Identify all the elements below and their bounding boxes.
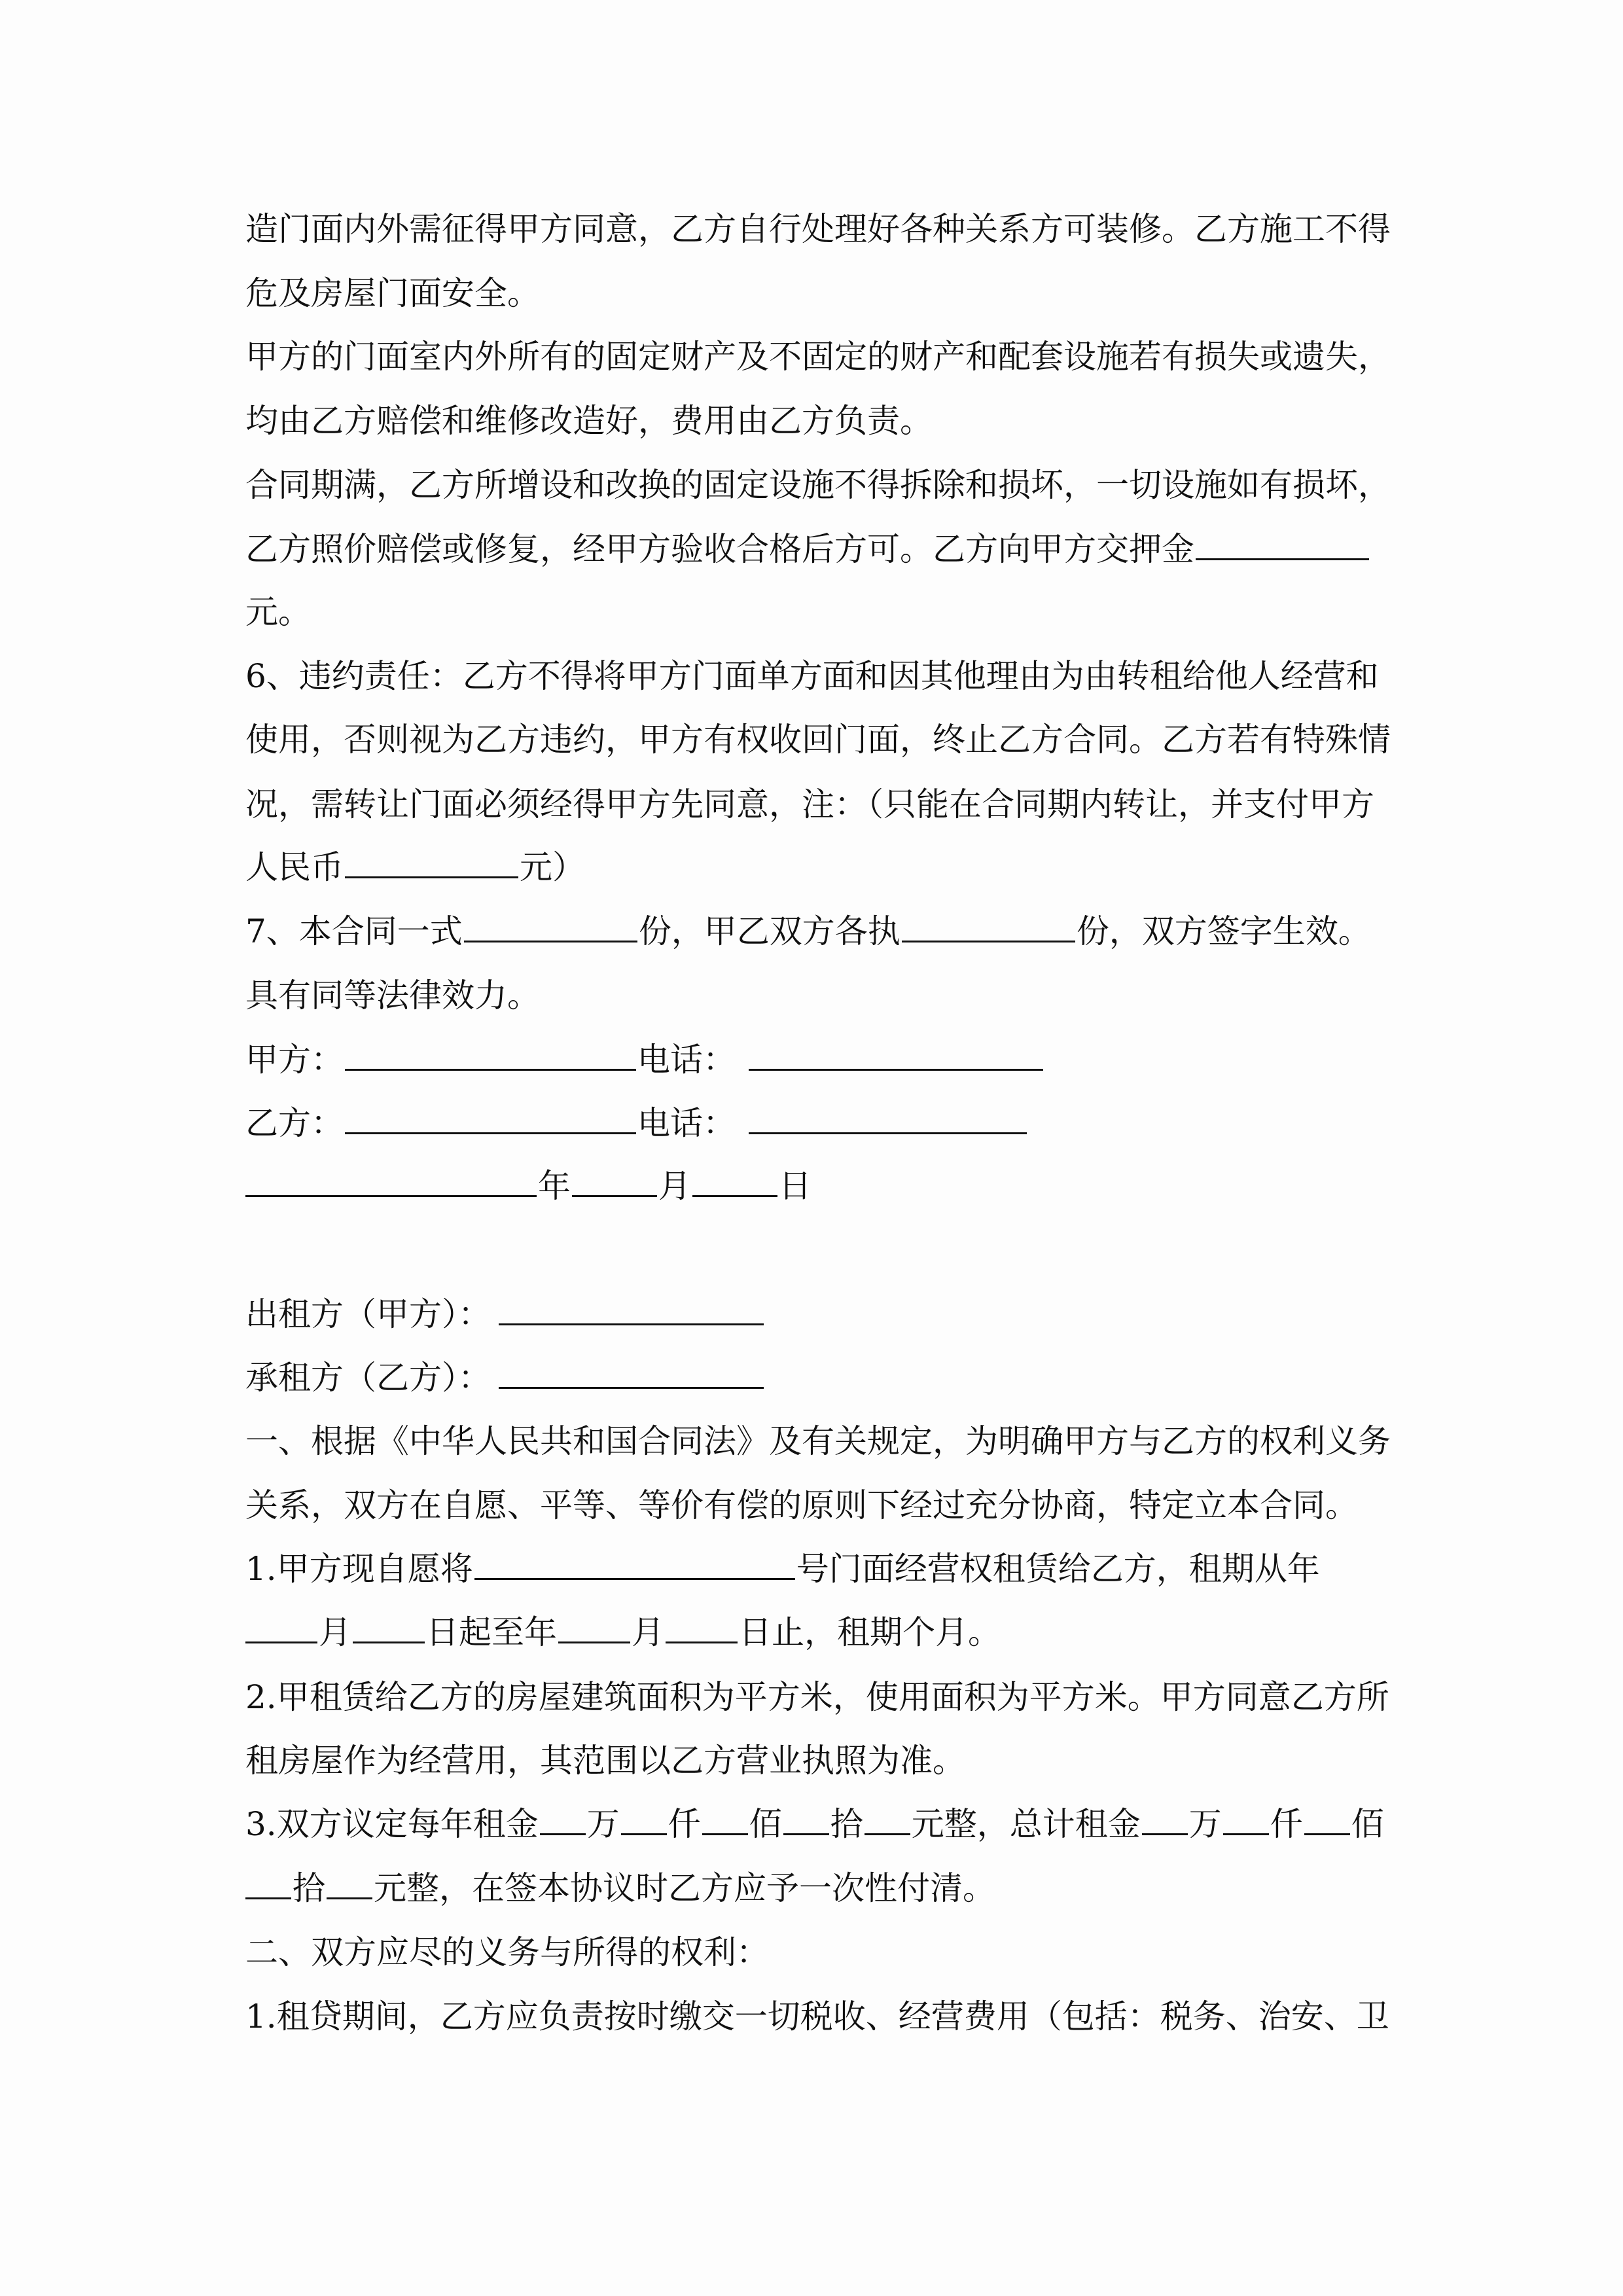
text-line: 危及房屋门面安全。 [245,274,540,312]
section-2-item-1: 1.租贷期间，乙方应负责按时缴交一切税收、经营费用（包括：税务、治安、卫 [245,1998,1389,2036]
item-2-line: 租房屋作为经营用，其范围以乙方营业执照为准。 [245,1742,965,1780]
item-2-line: 2.甲租赁给乙方的房屋建筑面积为平方米，使用面积为平方米。甲方同意乙方所 [245,1678,1389,1716]
clause-6-tail [245,848,585,887]
party-b-name-blank[interactable] [345,1103,636,1134]
clause-7-line [245,912,1371,951]
clause-7-part3: 份，双方签字生效。 [1076,912,1371,950]
lessor-label: 出租方（甲方）： [245,1295,491,1333]
party-a-signature-line [245,1040,1044,1079]
month-label: 月 [632,1613,664,1651]
day-blank[interactable] [692,1166,777,1197]
clause-6-line: 况，需转让门面必须经得甲方先同意，注：（只能在合同期内转让，并支付甲方 [245,785,1374,823]
start-day-blank[interactable] [353,1613,425,1643]
end-month-blank[interactable] [558,1613,630,1643]
party-b-signature-line [245,1103,1028,1143]
section-1-line: 关系，双方在自愿、平等、等价有偿的原则下经过充分协商，特定立本合同。 [245,1486,1358,1524]
month-label: 月 [658,1167,691,1205]
item-3-prefix: 3.双方议定每年租金 [245,1805,539,1843]
total-shi-blank[interactable] [245,1869,291,1899]
total-bai-blank[interactable] [1304,1804,1350,1835]
deposit-text: 乙方照价赔偿或修复，经甲方验收合格后方可。乙方向甲方交押金 [245,530,1194,568]
date-line [245,1166,812,1206]
wan-label: 万 [1188,1805,1222,1843]
year-label: 年 [538,1167,571,1205]
start-month-blank[interactable] [245,1613,317,1643]
lessee-label: 承租方（乙方）： [245,1359,491,1397]
bai-label: 佰 [749,1805,782,1843]
annual-wan-blank[interactable] [540,1804,586,1835]
wan-label: 万 [586,1805,620,1843]
total-rent-label: 元整，总计租金 [911,1805,1141,1843]
clause-6-line: 6、违约责任：乙方不得将甲方门面单方面和因其他理由为由转租给他人经营和 [245,657,1379,695]
total-yuan-blank[interactable] [327,1869,372,1899]
item-3-line [245,1804,1384,1844]
item-1-prefix: 1.甲方现自愿将 [245,1550,473,1588]
qian-label: 仟 [1270,1805,1303,1843]
annual-shi-blank[interactable] [783,1804,829,1835]
lessor-name-blank[interactable] [499,1295,764,1325]
clause-7-part2: 份，甲乙双方各执 [638,912,901,950]
qian-label: 仟 [668,1805,701,1843]
annual-bai-blank[interactable] [702,1804,748,1835]
clause-6-prefix: 人民币 [245,848,344,886]
item-1-tail [245,1613,1001,1652]
party-b-label: 乙方： [245,1104,344,1142]
copies-each-blank[interactable] [902,912,1075,942]
text-line: 具有同等法律效力。 [245,977,540,1014]
year-blank[interactable] [245,1166,537,1197]
text-line: 造门面内外需征得甲方同意，乙方自行处理好各种关系方可装修。乙方施工不得 [245,210,1391,248]
shi-label: 拾 [830,1805,863,1843]
text-line: 甲方的门面室内外所有的固定财产及不固定的财产和配套设施若有损失或遗失， [245,338,1391,376]
item-1-suffix: 号门面经营权租赁给乙方，租期从年 [796,1550,1320,1588]
party-a-phone-blank[interactable] [749,1040,1043,1071]
rmb-amount-blank[interactable] [345,848,518,878]
total-wan-blank[interactable] [1142,1804,1188,1835]
party-a-name-blank[interactable] [345,1040,636,1071]
lessee-line [245,1358,765,1397]
clause-6-suffix: 元） [520,848,585,886]
item-3-tail [245,1869,995,1908]
clause-6-line: 使用，否则视为乙方违约，甲方有权收回门面，终止乙方合同。乙方若有特殊情 [245,721,1391,759]
shop-number-blank[interactable] [474,1549,795,1580]
text-line: 均由乙方赔偿和维修改造好，费用由乙方负责。 [245,402,933,440]
copies-count-blank[interactable] [464,912,637,942]
shi-label: 拾 [293,1869,325,1907]
total-qian-blank[interactable] [1223,1804,1269,1835]
item-3-tail-text: 元整，在签本协议时乙方应予一次性付清。 [374,1869,995,1907]
section-1-line: 一、根据《中华人民共和国合同法》及有关规定，为明确甲方与乙方的权利义务 [245,1422,1391,1460]
phone-label: 电话： [637,1041,736,1079]
deposit-line [245,529,1370,569]
annual-yuan-blank[interactable] [865,1804,910,1835]
text-line: 元。 [245,593,311,631]
end-day-blank[interactable] [666,1613,738,1643]
lessee-name-blank[interactable] [499,1358,764,1389]
section-2-title: 二、双方应尽的义务与所得的权利： [245,1933,769,1971]
clause-7-part1: 7、本合同一式 [245,912,463,950]
from-day-label: 日起至年 [426,1613,557,1651]
phone-label: 电话： [637,1104,736,1142]
deposit-amount-blank[interactable] [1196,529,1369,560]
text-line: 合同期满，乙方所增设和改换的固定设施不得拆除和损坏，一切设施如有损坏， [245,466,1391,504]
month-label: 月 [319,1613,351,1651]
bai-label: 佰 [1351,1805,1384,1843]
day-label: 日 [779,1167,812,1205]
item-1-line [245,1549,1320,1588]
party-a-label: 甲方： [245,1041,344,1079]
annual-qian-blank[interactable] [621,1804,667,1835]
to-day-label: 日止，租期个月。 [739,1613,1001,1651]
party-b-phone-blank[interactable] [749,1103,1027,1134]
month-blank[interactable] [572,1166,657,1197]
lessor-line [245,1295,765,1334]
